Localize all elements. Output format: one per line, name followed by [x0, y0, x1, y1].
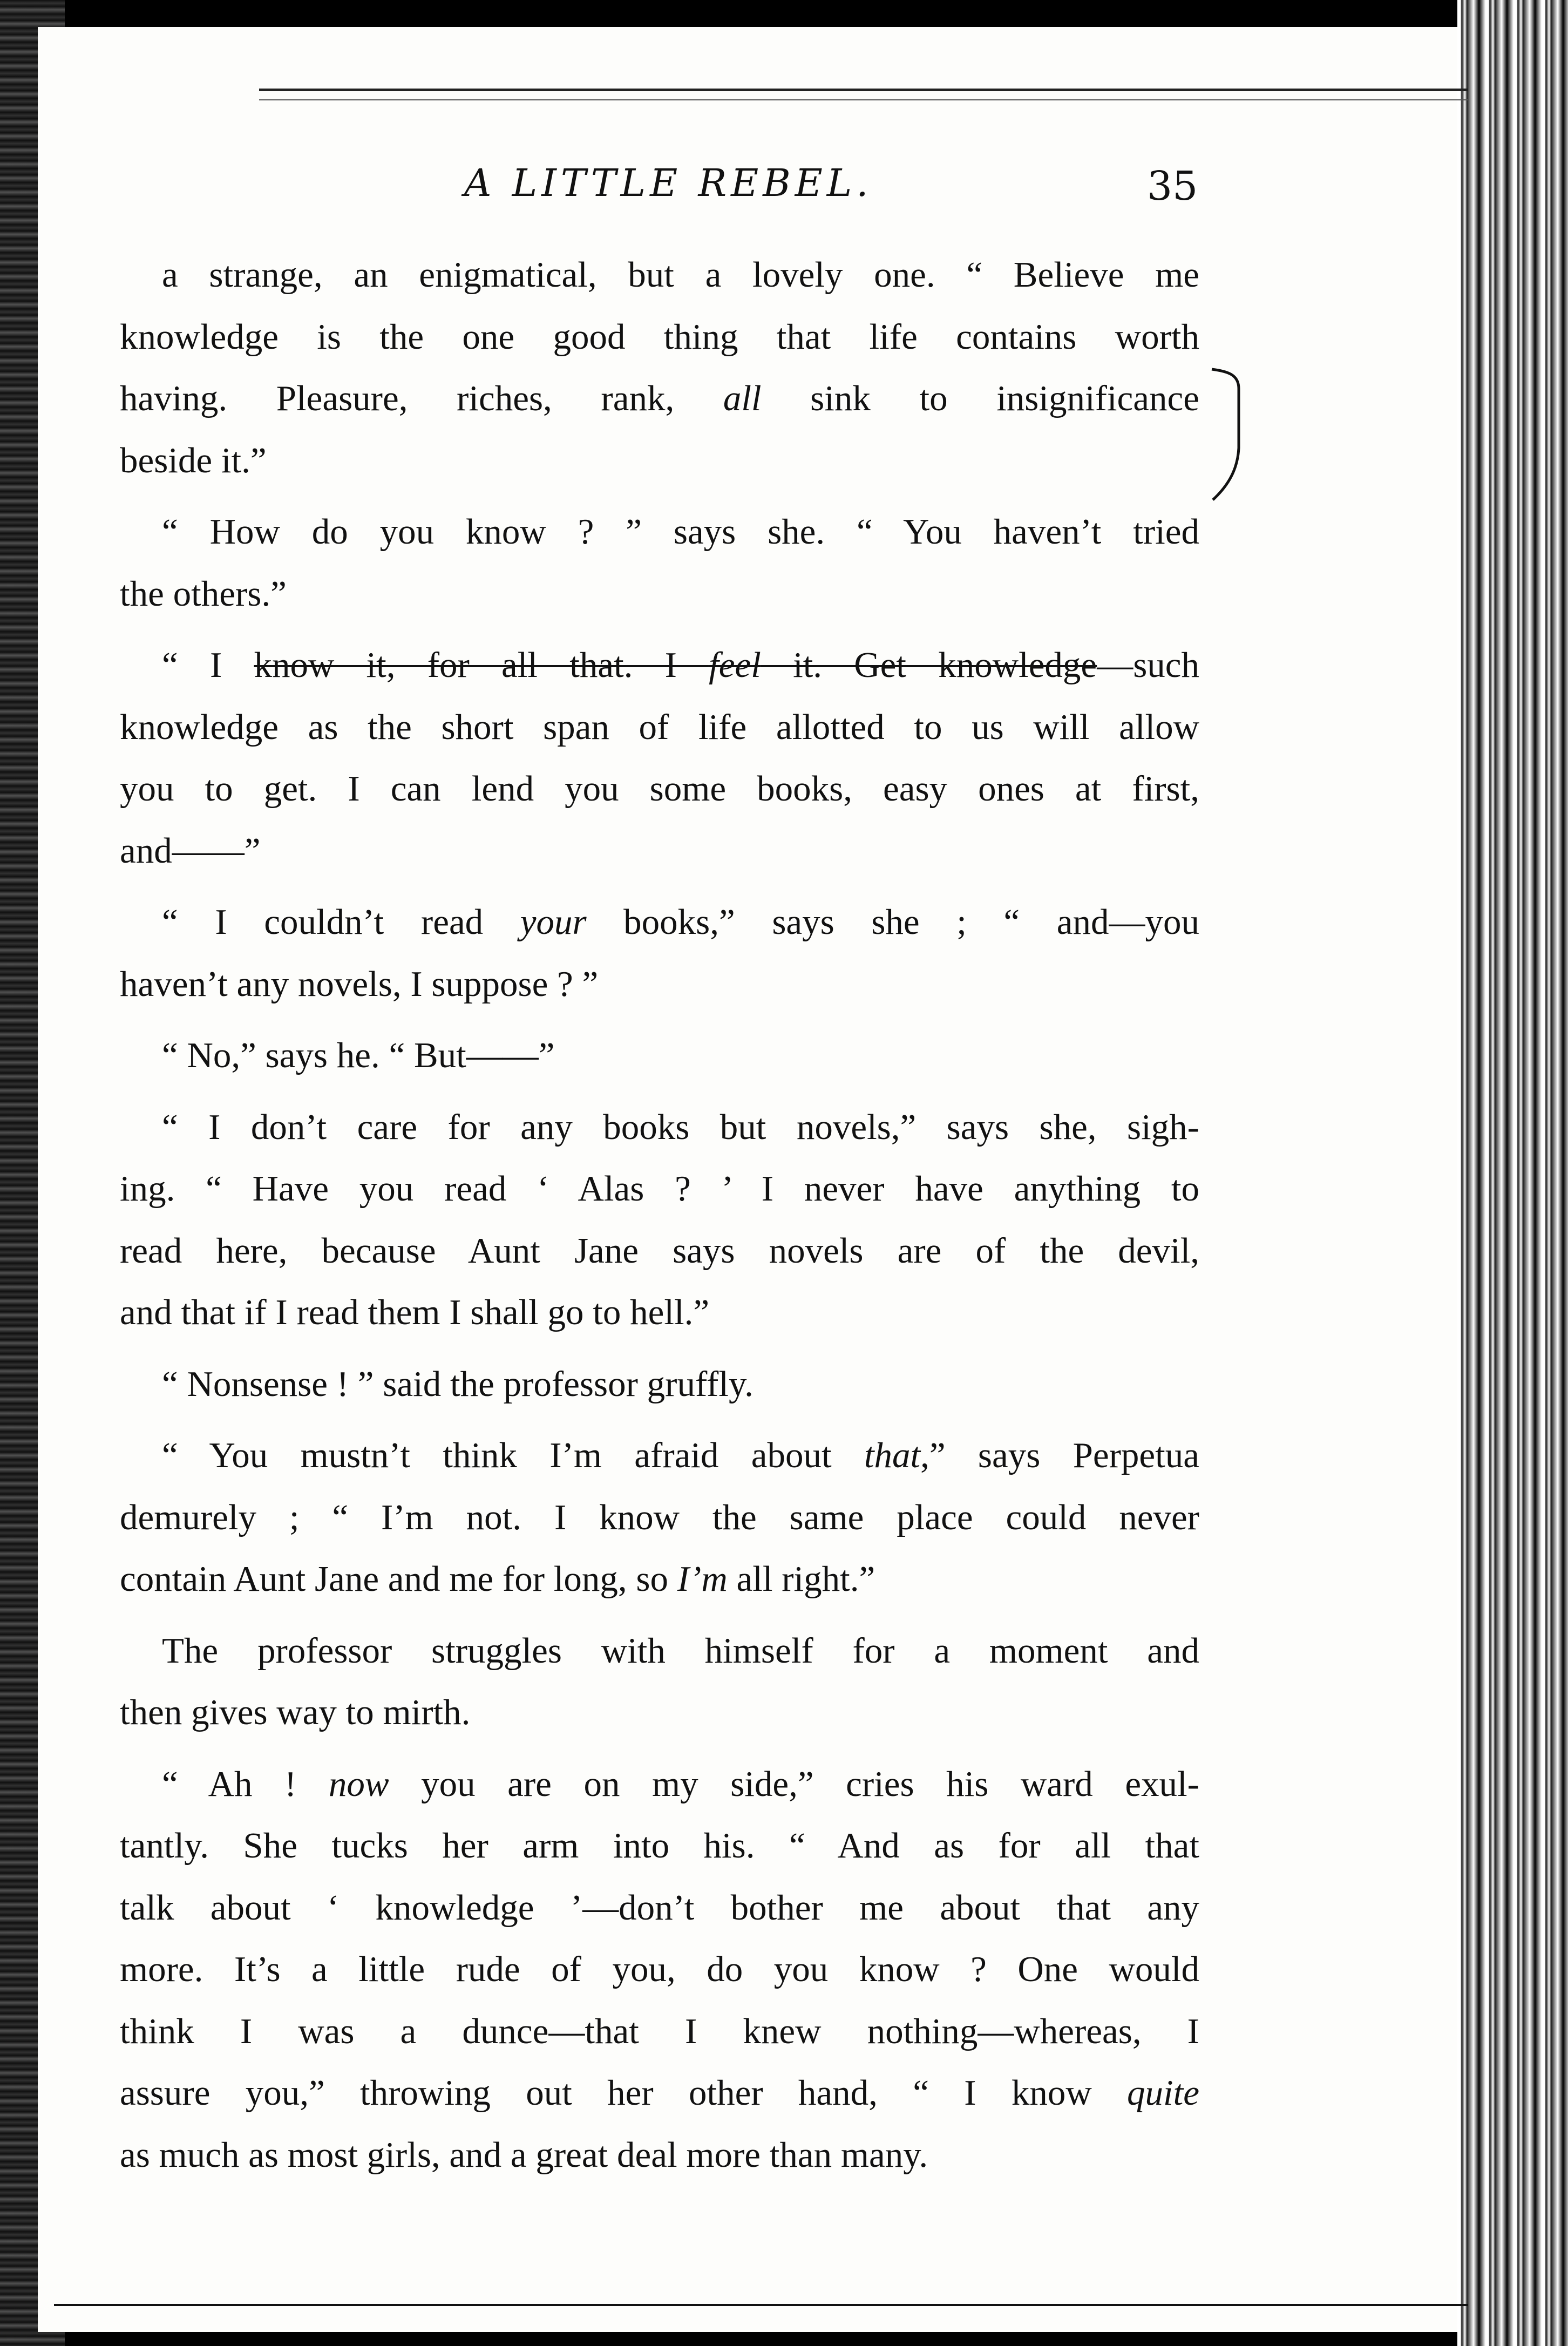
text-line: “ I don’t care for any books but novels,” says she, sigh- — [162, 1107, 1199, 1147]
text-line: haven’t any novels, I suppose ? ” — [120, 964, 599, 1004]
text-line: the others.” — [120, 573, 287, 614]
running-head: A LITTLE REBEL. — [464, 161, 873, 205]
text-line: “ I couldn’t read your books,” says she ; “ and—you — [162, 902, 1199, 942]
page-edge-right — [1457, 0, 1568, 2346]
header-rule-thin — [259, 99, 1468, 100]
page-number: 35 — [1147, 163, 1198, 209]
text-line: having. Pleasure, riches, rank, all sink to insignificance — [120, 378, 1199, 418]
text-line: assure you,” throwing out her other hand, “ I know quite — [120, 2073, 1199, 2113]
header-rule — [259, 89, 1468, 91]
text-line: “ Ah ! now you are on my side,” cries his ward exul- — [162, 1764, 1199, 1804]
text-line: knowledge as the short span of life allotted to us will allow — [120, 707, 1199, 747]
text-line: a strange, an enigmatical, but a lovely one. “ Believe me — [162, 255, 1199, 295]
text-line: beside it.” — [120, 440, 267, 480]
text-line: “ I know it, for all that. I feel it. Get knowledge—such — [162, 645, 1199, 685]
text-line: more. It’s a little rude of you, do you know ? One would — [120, 1949, 1199, 1989]
text-line: tantly. She tucks her arm into his. “ And as for all that — [120, 1826, 1199, 1866]
margin-bracket-mark — [1212, 367, 1244, 502]
text-line: demurely ; “ I’m not. I know the same place could never — [120, 1497, 1199, 1537]
text-line: “ You mustn’t think I’m afraid about that,” says Perpetua — [162, 1435, 1200, 1475]
text-line: talk about ‘ knowledge ’—don’t bother me about that any — [120, 1887, 1199, 1928]
text-line: “ No,” says he. “ But——” — [162, 1035, 555, 1075]
text-line: ing. “ Have you read ‘ Alas ? ’ I never have anything to — [120, 1169, 1199, 1209]
bottom-rule — [54, 2304, 1468, 2306]
body-text — [120, 244, 1199, 2186]
text-line: and——” — [120, 830, 261, 871]
text-line: read here, because Aunt Jane says novels are of the devil, — [120, 1230, 1199, 1271]
text-line: and that if I read them I shall go to hell.” — [120, 1292, 710, 1332]
text-line: you to get. I can lend you some books, easy ones at first, — [120, 769, 1199, 809]
text-line: “ How do you know ? ” says she. “ You haven’t tried — [162, 512, 1199, 552]
text-line: as much as most girls, and a great deal more than many. — [120, 2134, 928, 2175]
text-line: contain Aunt Jane and me for long, so I’m all right.” — [120, 1559, 875, 1599]
text-line: knowledge is the one good thing that life contains worth — [120, 316, 1199, 357]
text-line: think I was a dunce—that I knew nothing—whereas, I — [120, 2011, 1199, 2051]
text-line: then gives way to mirth. — [120, 1692, 471, 1732]
text-line: “ Nonsense ! ” said the professor gruffly. — [162, 1364, 754, 1404]
text-line: The professor struggles with himself for a moment and — [162, 1630, 1199, 1671]
